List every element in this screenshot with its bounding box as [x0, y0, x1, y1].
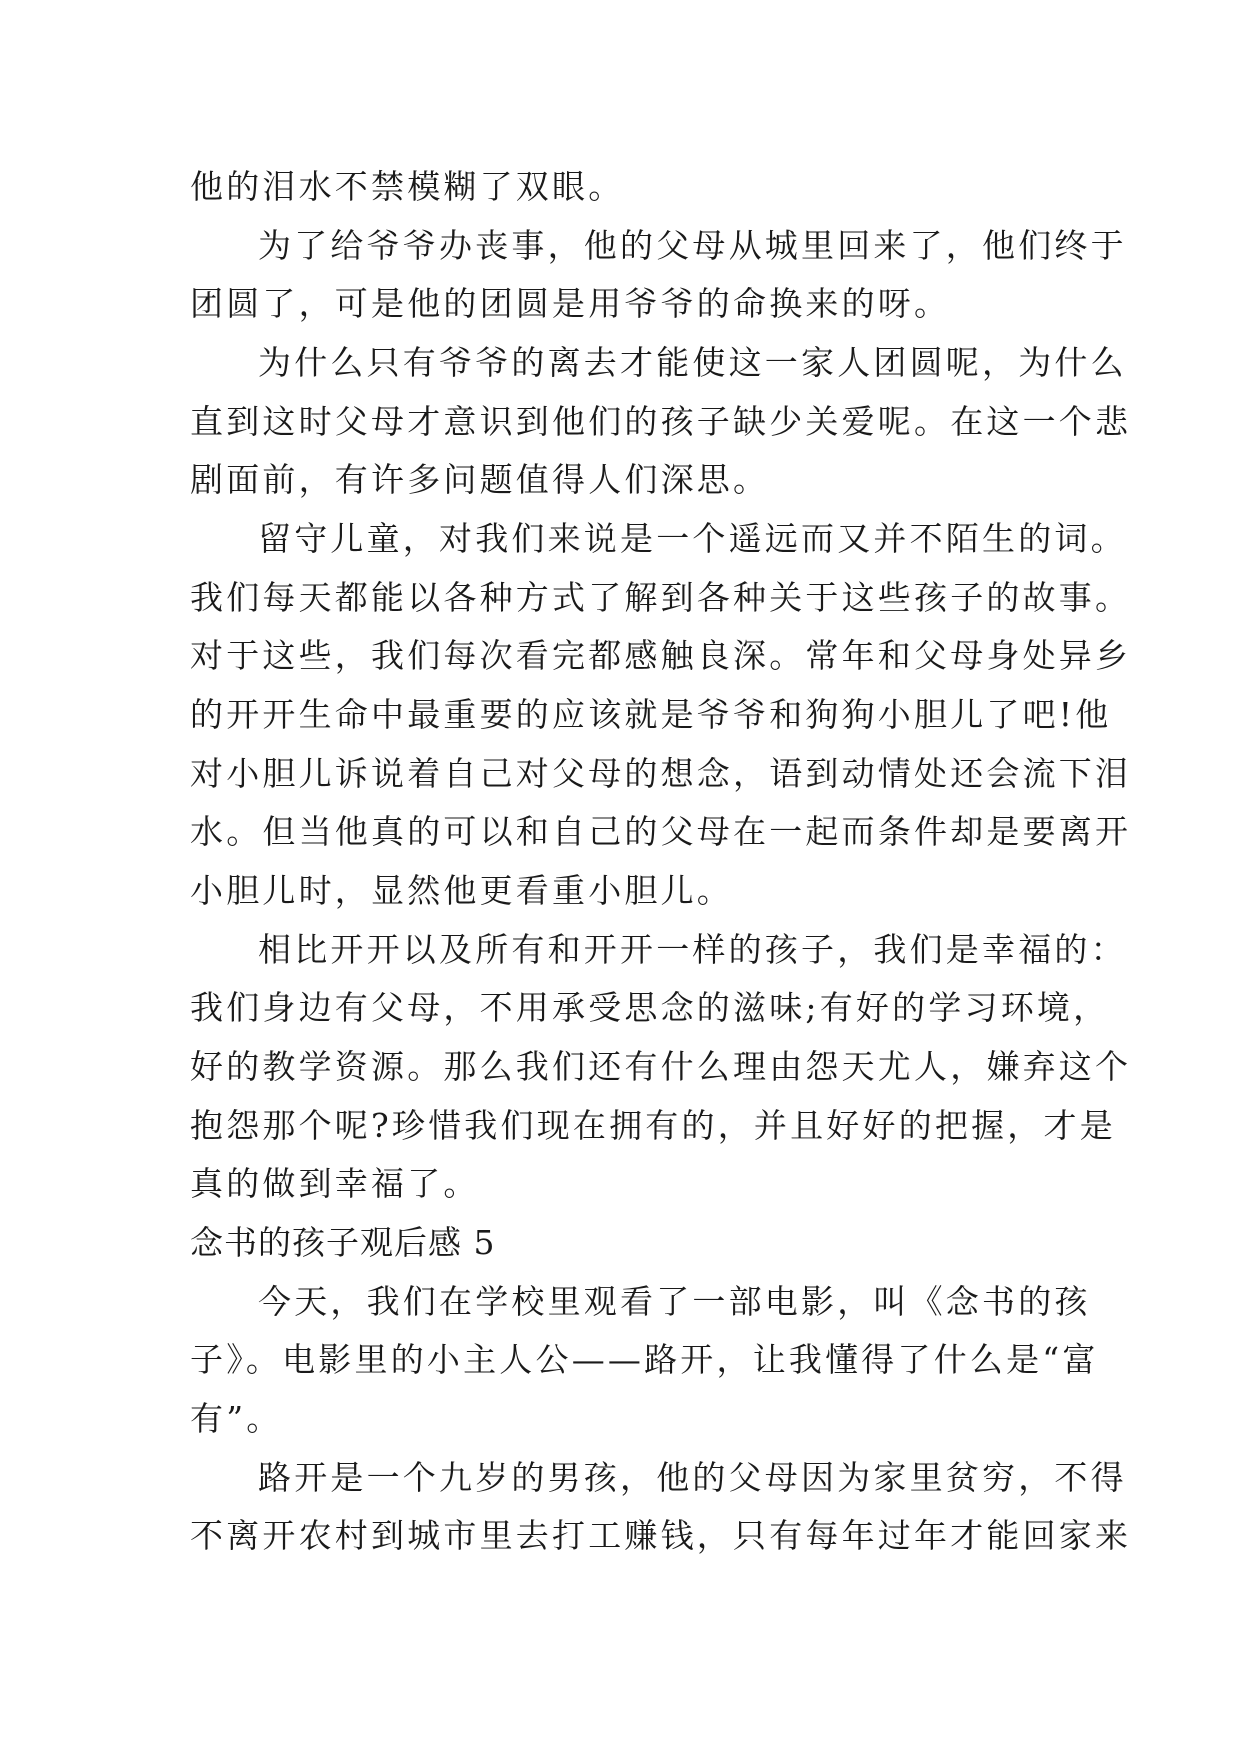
text-line: 他的泪水不禁模糊了双眼。	[190, 167, 625, 206]
paragraph-start: 留守儿童，对我们来说是一个遥远而又并不陌生的词。	[258, 519, 1127, 558]
text-line: 不离开农村到城市里去打工赚钱，只有每年过年才能回家来	[190, 1516, 1132, 1555]
text-line: 有”。	[190, 1399, 283, 1438]
paragraph-start: 为了给爷爷办丧事，他的父母从城里回来了，他们终于	[258, 226, 1127, 265]
paragraph-start: 路开是一个九岁的男孩，他的父母因为家里贫穷，不得	[258, 1458, 1127, 1497]
text-line: 对小胆儿诉说着自己对父母的想念，语到动情处还会流下泪	[190, 754, 1132, 793]
text-line: 剧面前，有许多问题值得人们深思。	[190, 460, 770, 499]
paragraph-start: 为什么只有爷爷的离去才能使这一家人团圆呢，为什么	[258, 343, 1127, 382]
text-line: 直到这时父母才意识到他们的孩子缺少关爱呢。在这一个悲	[190, 402, 1132, 441]
text-line: 好的教学资源。那么我们还有什么理由怨天尤人，嫌弃这个	[190, 1047, 1132, 1086]
text-line: 团圆了，可是他的团圆是用爷爷的命换来的呀。	[190, 284, 951, 323]
paragraph-start: 相比开开以及所有和开开一样的孩子，我们是幸福的：	[258, 930, 1127, 969]
text-line: 对于这些，我们每次看完都感触良深。常年和父母身处异乡	[190, 636, 1132, 675]
text-line: 我们身边有父母，不用承受思念的滋味;有好的学习环境，	[190, 988, 1110, 1027]
text-line: 水。但当他真的可以和自己的父母在一起而条件却是要离开	[190, 812, 1132, 851]
text-line: 小胆儿时，显然他更看重小胆儿。	[190, 871, 733, 910]
text-line: 抱怨那个呢?珍惜我们现在拥有的，并且好好的把握，才是	[190, 1106, 1116, 1145]
paragraph-start: 今天，我们在学校里观看了一部电影，叫《念书的孩	[258, 1282, 1091, 1321]
text-line: 子》。电影里的小主人公——路开，让我懂得了什么是“富	[190, 1340, 1099, 1379]
text-line: 我们每天都能以各种方式了解到各种关于这些孩子的故事。	[190, 578, 1132, 617]
section-heading: 念书的孩子观后感 5	[190, 1223, 496, 1262]
text-line: 的开开生命中最重要的应该就是爷爷和狗狗小胆儿了吧!他	[190, 695, 1112, 734]
text-line: 真的做到幸福了。	[190, 1164, 480, 1203]
